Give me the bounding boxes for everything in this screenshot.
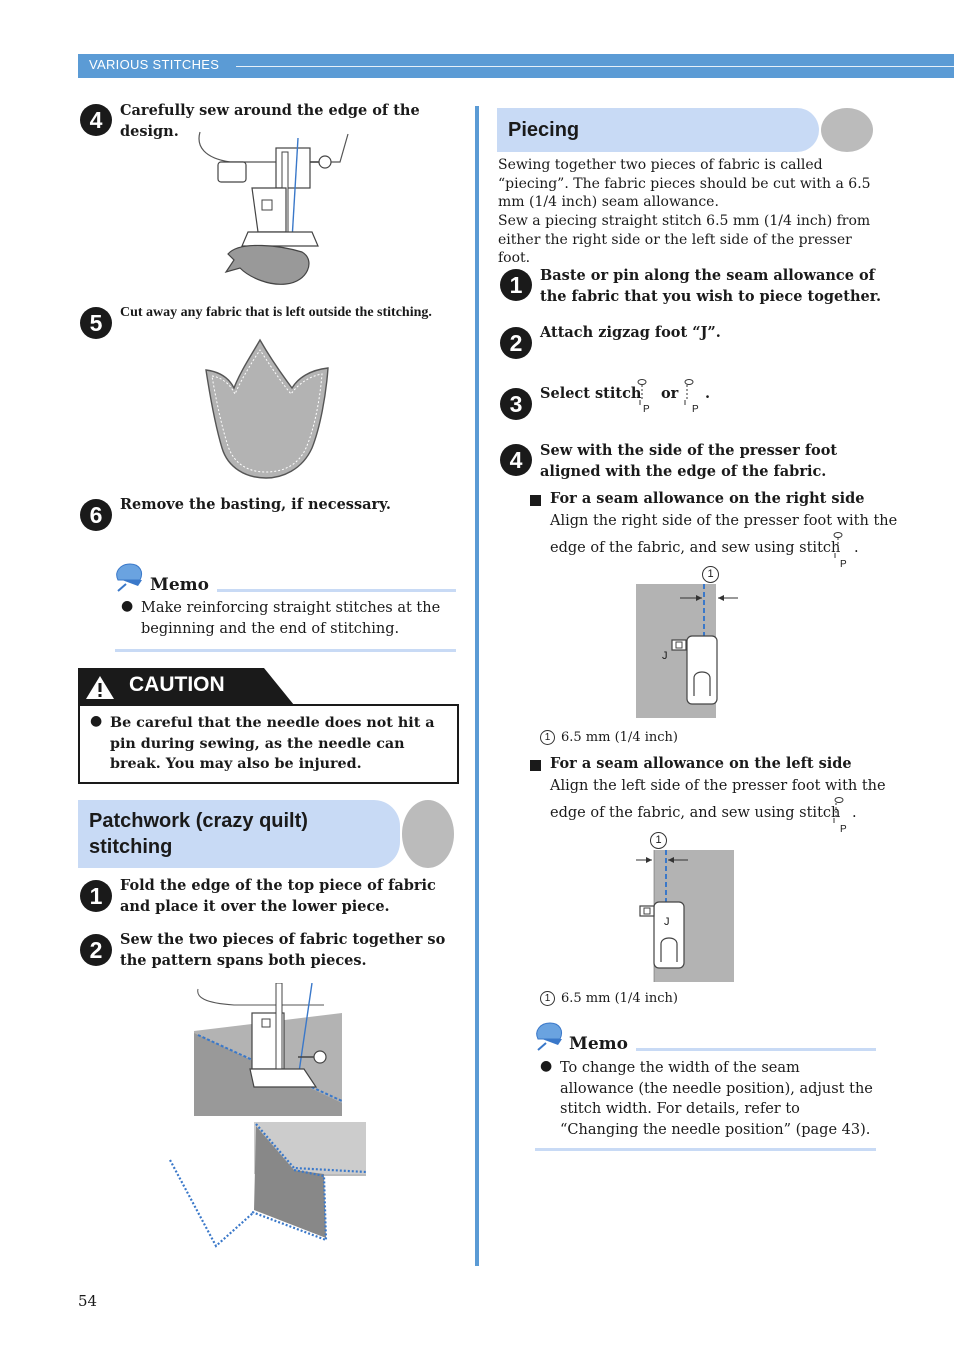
right-side-period: . (854, 540, 859, 556)
step-4-text: Carefully sew around the edge of the design. (120, 102, 420, 140)
left-side-foot-label: J (664, 916, 670, 928)
memo-pin-icon (532, 1021, 566, 1051)
piecing-step-1-text: Baste or pin along the seam allowance of the fabric that you wish to piece together. (540, 267, 882, 305)
stitch-right-icon (682, 379, 694, 405)
piecing-intro-1: Sewing together two pieces of fabric is called “piecing”. The fabric pieces should be cut with a 6.5 mm (1/4 inch) seam allowance. (498, 157, 871, 211)
step-5-text: Cut away any fabric that is left outside the stitching. (120, 305, 432, 320)
left-side-text-2: edge of the fabric, and sew using stitch (550, 805, 841, 821)
right-side-caption-text: 6.5 mm (1/4 inch) (561, 730, 678, 745)
piecing-step-4-text: Sew with the side of the presser foot aligned with the edge of the fabric. (540, 442, 838, 480)
right-side-caption (540, 730, 678, 745)
step-marker-4: 4 (80, 104, 112, 136)
piecing-step-marker-1: 1 (500, 269, 532, 301)
piecing-title: Piecing (508, 119, 580, 141)
left-side-caption (540, 991, 678, 1006)
patchwork-step-2-text: Sew the two pieces of fabric together so the pattern spans both pieces. (120, 931, 446, 969)
patchwork-result-illustration (166, 1120, 366, 1250)
piecing-step-marker-4: 4 (500, 444, 532, 476)
memo-right-bottom-rule (535, 1148, 876, 1151)
piecing-step-marker-2: 2 (500, 327, 532, 359)
memo-bullet: ● (121, 598, 134, 614)
stitch-right-icon-label: P (692, 404, 699, 415)
left-side-stitch-icon-label: P (840, 824, 847, 835)
stitch-left-icon-label: P (643, 404, 650, 415)
right-side-foot-label: J (662, 650, 668, 662)
memo-pin-icon (112, 562, 146, 592)
stitch-left-icon (637, 379, 649, 405)
right-side-text-2: edge of the fabric, and sew using stitch (550, 540, 841, 556)
right-side-caption-callout: 1 (540, 730, 555, 745)
step-marker-5: 5 (80, 307, 112, 339)
patchwork-title-line2: stitching (89, 836, 173, 858)
left-side-callout: 1 (650, 832, 667, 849)
memo-item: Make reinforcing straight stitches at the beginning and the end of stitching. (141, 600, 441, 637)
column-divider (475, 106, 479, 1266)
memo-title: Memo (150, 575, 209, 595)
piecing-step-3-period: . (705, 385, 711, 402)
memo-right-bullet: ● (540, 1058, 553, 1074)
step-marker-6: 6 (80, 499, 112, 531)
tulip-fabric-illustration (200, 336, 335, 482)
piecing-step-marker-3: 3 (500, 388, 532, 420)
right-side-stitch-icon (831, 532, 843, 558)
patchwork-step-marker-2: 2 (80, 934, 112, 966)
patchwork-sewing-illustration (194, 983, 342, 1116)
memo-right-item: To change the width of the seam allowance (the needle position), adjust the stitch width. For details, refer to “Changing the needle position” (page 43). (560, 1060, 873, 1138)
left-side-square-bullet (530, 760, 541, 771)
piecing-step-2-text: Attach zigzag foot “J”. (540, 324, 721, 341)
patchwork-heading-cap (402, 800, 454, 868)
patchwork-step-1-text: Fold the edge of the top piece of fabric and place it over the lower piece. (120, 877, 436, 915)
caution-title: CAUTION (129, 673, 225, 696)
header-rule (236, 66, 954, 67)
memo-right-top-rule (636, 1048, 876, 1051)
caution-bullet: ● (90, 713, 103, 729)
memo-top-rule (217, 589, 456, 592)
left-side-title: For a seam allowance on the left side (550, 755, 852, 772)
right-side-square-bullet (530, 495, 541, 506)
header-section-title: VARIOUS STITCHES (89, 57, 220, 72)
page-number: 54 (78, 1292, 98, 1310)
right-side-callout: 1 (702, 566, 719, 583)
piecing-intro-2: Sew a piecing straight stitch 6.5 mm (1/4 inch) from either the right side or the left side of the presser foot. (498, 213, 871, 267)
right-side-stitch-icon-label: P (840, 559, 847, 570)
left-side-period: . (852, 805, 857, 821)
piecing-step-3-or: or (661, 385, 679, 402)
left-side-caption-text: 6.5 mm (1/4 inch) (561, 991, 678, 1006)
left-side-caption-callout: 1 (540, 991, 555, 1006)
memo-right-title: Memo (569, 1034, 628, 1054)
right-side-diagram (636, 584, 740, 718)
patchwork-step-marker-1: 1 (80, 880, 112, 912)
right-side-text-1: Align the right side of the presser foot with the (550, 513, 898, 529)
left-side-text-1: Align the left side of the presser foot with the (550, 778, 886, 794)
right-side-title: For a seam allowance on the right side (550, 490, 865, 507)
caution-item: Be careful that the needle does not hit a pin during sewing, as the needle can break. You may also be injured. (110, 715, 435, 772)
piecing-step-3-text: Select stitch (540, 385, 642, 402)
left-side-diagram (636, 850, 736, 984)
sewing-around-design-illustration (190, 128, 360, 288)
memo-bottom-rule (115, 649, 456, 652)
piecing-heading-cap (821, 108, 873, 152)
patchwork-title-line1: Patchwork (crazy quilt) (89, 810, 308, 832)
step-6-text: Remove the basting, if necessary. (120, 496, 391, 513)
left-side-stitch-icon (832, 797, 844, 823)
